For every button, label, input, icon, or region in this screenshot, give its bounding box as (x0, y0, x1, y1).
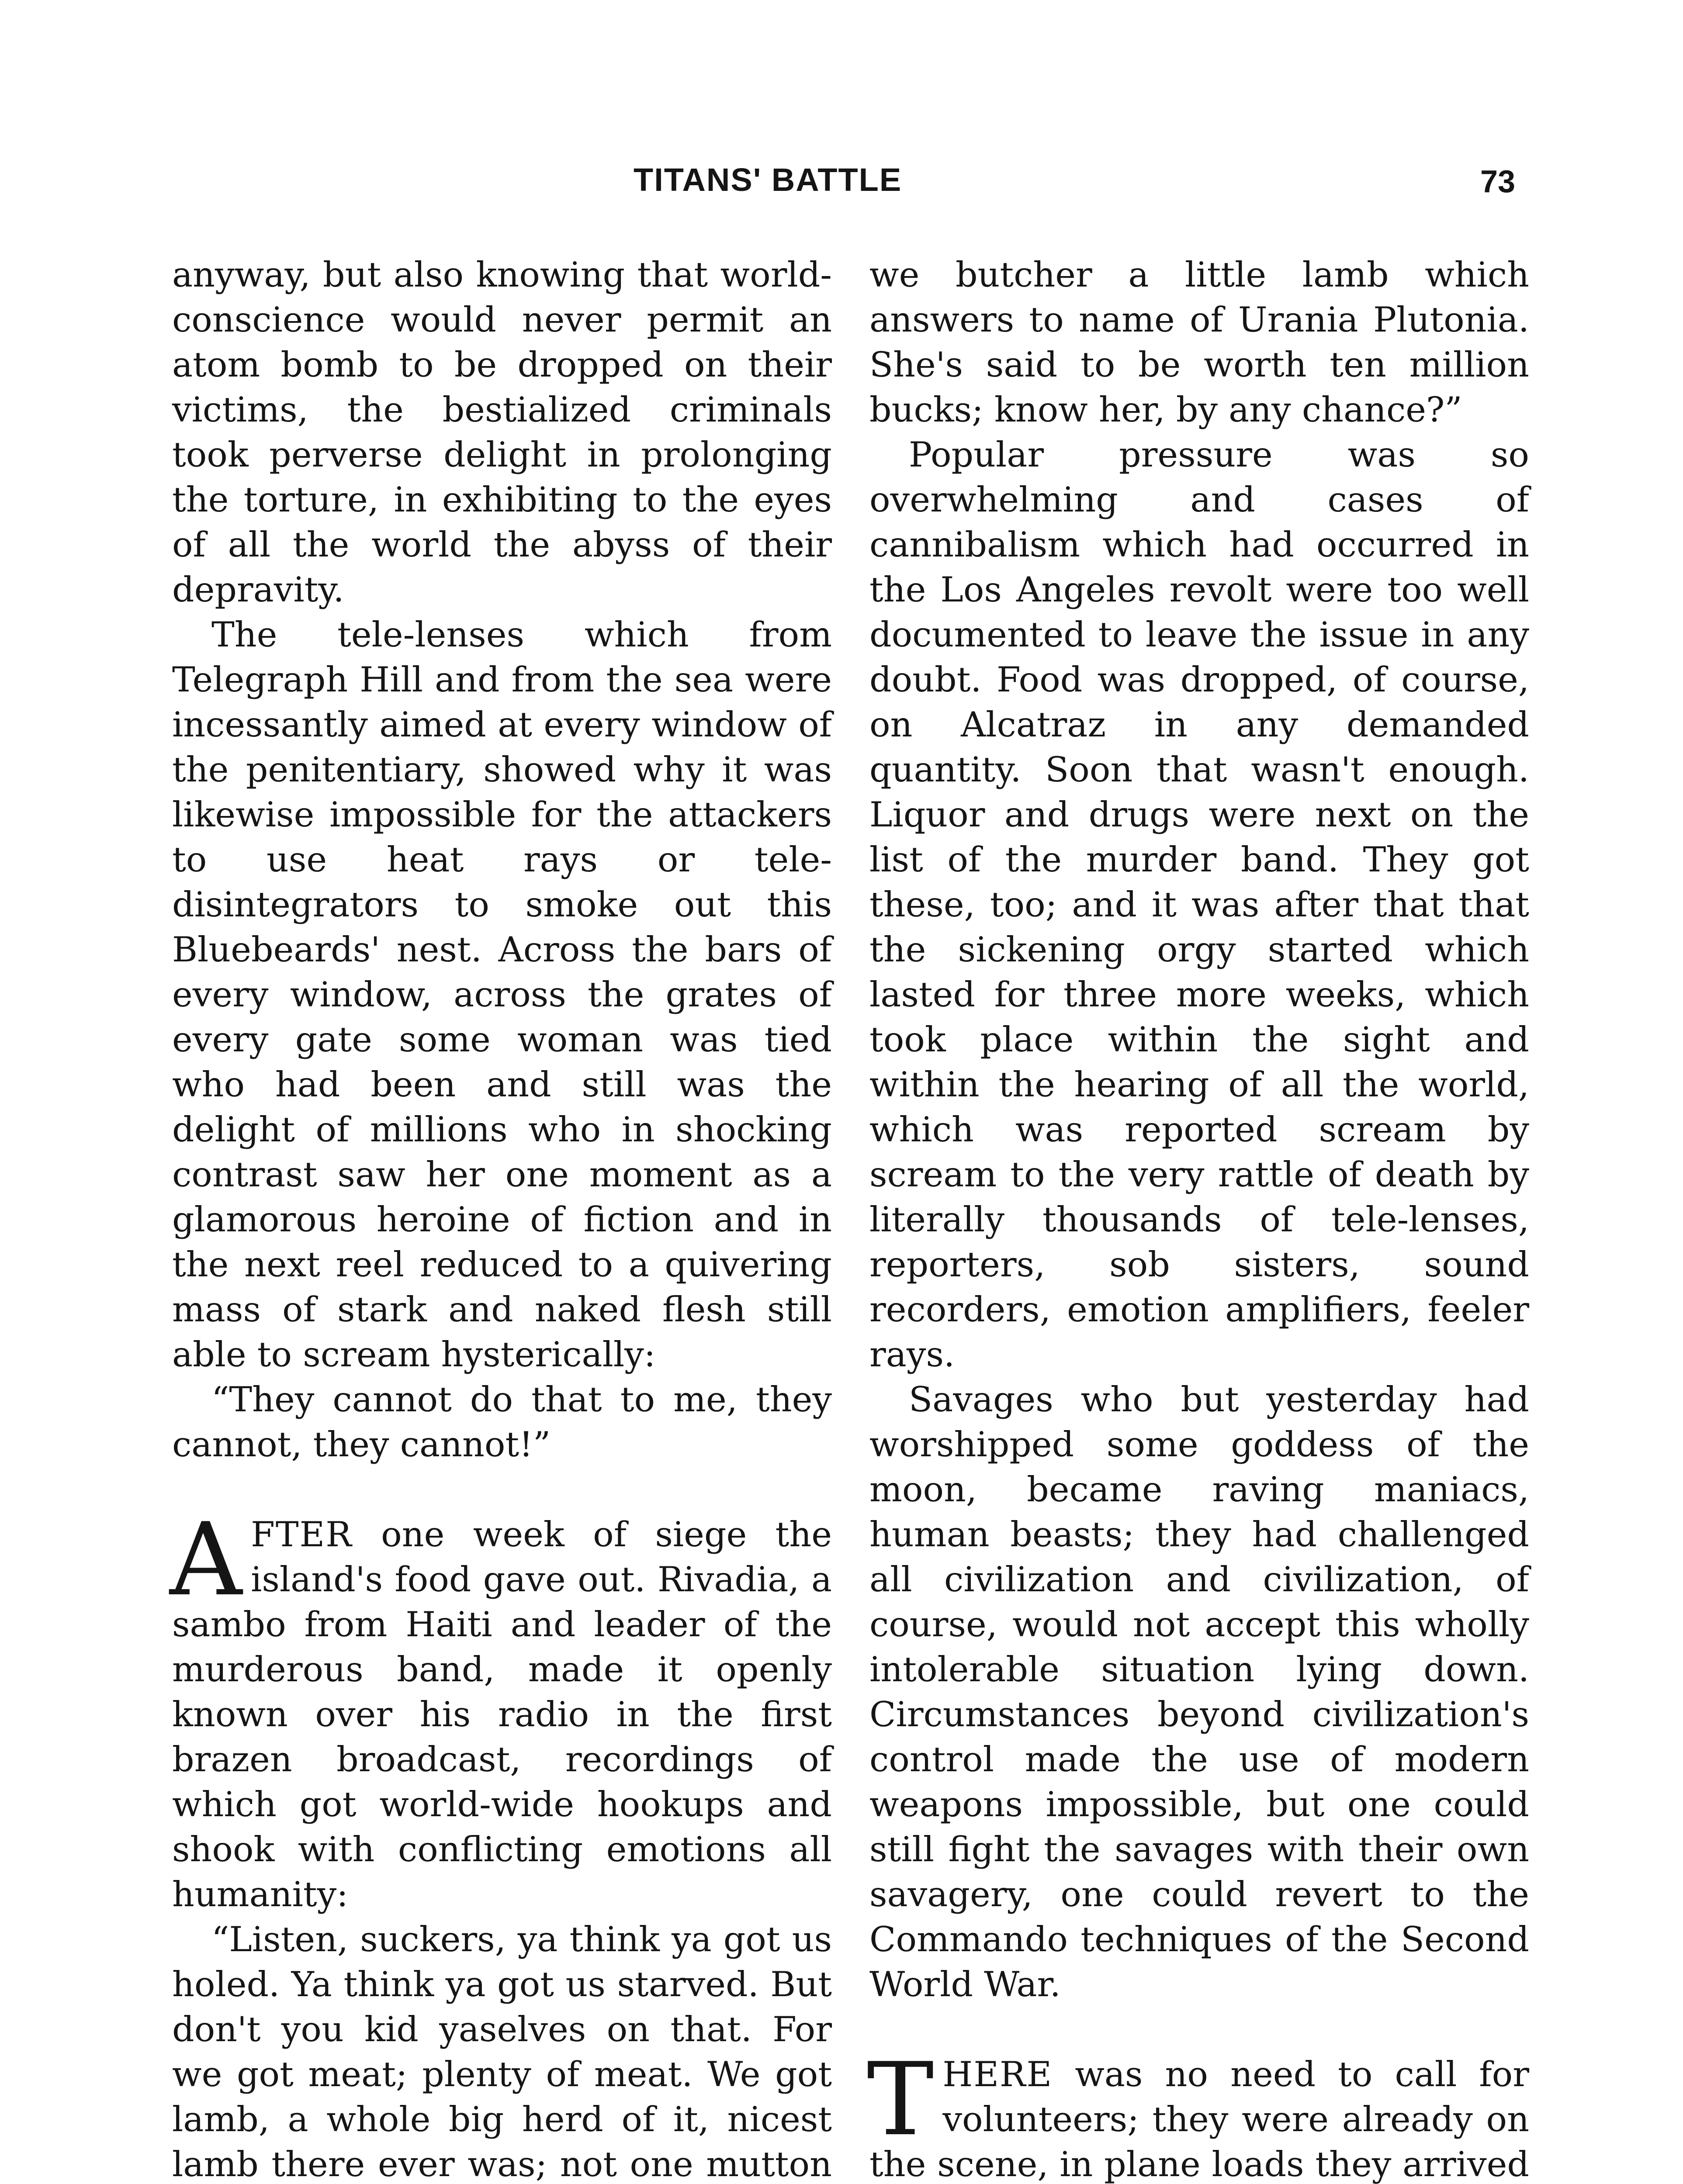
page-number: 73 (1480, 164, 1516, 199)
drop-cap: T (867, 2042, 934, 2158)
paragraph-text: was no need to call for volunteers; they were already on the scene, in plane loads they arrived (869, 2054, 1529, 2184)
paragraph: Popular pressure was so overwhelming and cases of cannibalism which had occurred in the Los Angeles revolt were too well documented to leave the issue in any doubt. Food was dropped, of course, on Alcatraz in any demanded quantity. Soon that wasn't enough. Liquor and drugs were next on the list of the murder band. They got these, too; and it was after that that the sickening orgy started which lasted for three more weeks, which took place within the sight and within the hearing of all the world, which was reported scream by scream to the very rattle of death by literally thousands of tele-lenses, reporters, sob sisters, sound recorders, emotion amplifiers, feeler rays. (869, 435, 1529, 1375)
paragraph: Savages who but yesterday had worshipped some goddess of the moon, became raving maniacs, human beasts; they had challenged all civilization and civilization, of course, would not accept this wholly intolerable situation lying down. Circumstances beyond civilization's control made the use of modern weapons impossible, but one could still fight the savages with their own savagery, one could revert to the Commando techniques of the Second World War. (869, 1379, 1529, 2004)
lead-word: FTER (251, 1514, 353, 1555)
lead-word: HERE (942, 2054, 1053, 2094)
left-column (172, 252, 832, 2184)
paragraph-text: one week of siege the island's food gave out. Rivadia, a sambo from Haiti and leader of the murderous band, made it openly known over his radio in the first brazen broadcast, recordings of which got world-wide hookups and shook with conflicting emotions all humanity: (172, 1514, 832, 1914)
paragraph: “Listen, suckers, ya think ya got us holed. Ya think ya got us starved. But don't you kid yaselves on that. For we got meat; plenty of meat. We got lamb, a whole big herd of it, nicest lamb there ever was; not one mutton (172, 1919, 832, 2184)
right-column (869, 252, 1529, 2184)
paragraph: we butcher a little lamb which answers to name of Urania Plutonia. She's said to be worth ten million bucks; know her, by any chance?” (869, 255, 1529, 430)
paragraph: “They cannot do that to me, they cannot, they cannot!” (172, 1379, 832, 1465)
section-paragraph (867, 2042, 1529, 2184)
paragraph: The tele-lenses which from Telegraph Hill and from the sea were incessantly aimed at every window of the penitentiary, showed why it was likewise impossible for the attackers to use heat rays or tele-disintegrators to smoke out this Bluebeards' nest. Across the bars of every window, across the grates of every gate some woman was tied who had been and still was the delight of millions who in shocking contrast saw her one moment as a glamorous heroine of fiction and in the next reel reduced to a quivering mass of stark and naked flesh still able to scream hysterically: (172, 615, 832, 1375)
running-head: TITANS' BATTLE (634, 162, 902, 198)
drop-cap: A (170, 1502, 242, 1618)
paragraph: anyway, but also knowing that world-conscience would never permit an atom bomb to be dropped on their victims, the bestialized criminals took perverse delight in prolonging the torture, in exhibiting to the eyes of all the world the abyss of their depravity. (172, 255, 832, 610)
section-paragraph (170, 1502, 832, 1917)
